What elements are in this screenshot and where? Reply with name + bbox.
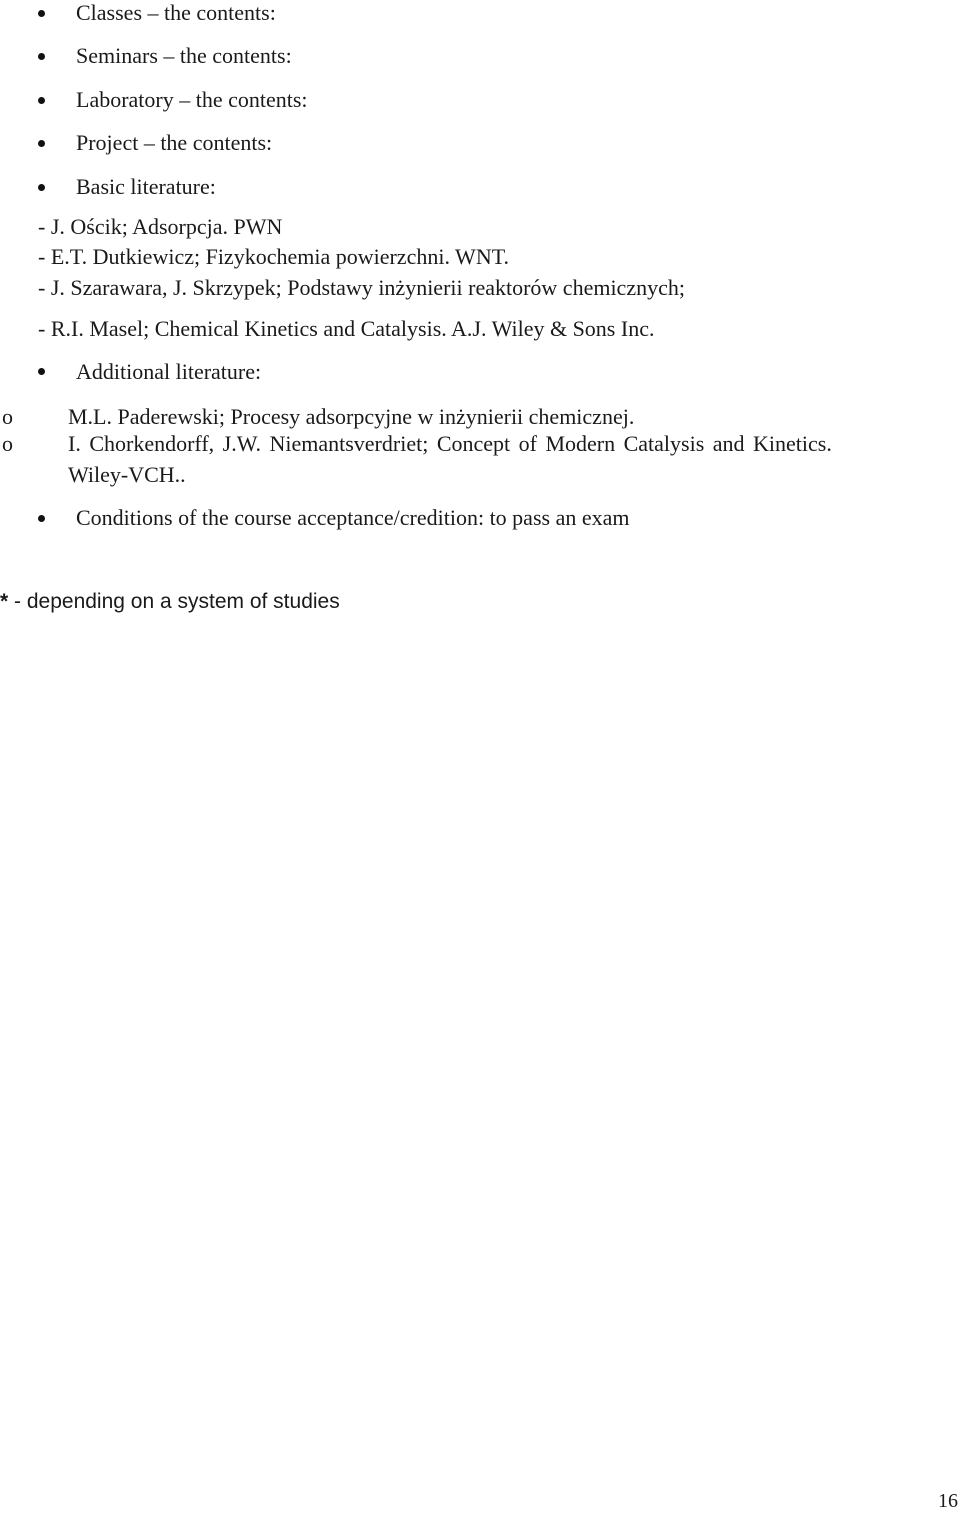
literature-entry-continuation: Wiley-VCH.. — [68, 462, 186, 487]
bullet-icon — [38, 97, 45, 104]
literature-entry: - J. Szarawara, J. Skrzypek; Podstawy inżynierii reaktorów chemicznych; — [38, 275, 685, 300]
circle-bullet-icon: o — [2, 431, 13, 456]
footnote — [0, 589, 340, 615]
footnote-text: - depending on a system of studies — [8, 590, 340, 613]
bullet-icon — [38, 184, 45, 191]
bullet-icon — [38, 368, 45, 375]
literature-entry: - R.I. Masel; Chemical Kinetics and Catalysis. A.J. Wiley & Sons Inc. — [38, 316, 655, 341]
bullet-icon — [38, 10, 45, 17]
bullet-icon — [38, 515, 45, 522]
circle-bullet-icon: o — [2, 404, 13, 429]
literature-entry: M.L. Paderewski; Procesy adsorpcyjne w inżynierii chemicznej. — [68, 404, 635, 429]
literature-entry: - J. Ościk; Adsorpcja. PWN — [38, 214, 283, 239]
footnote-star: * — [0, 590, 9, 613]
list-item: Classes – the contents: — [76, 0, 276, 25]
course-conditions: Conditions of the course acceptance/credition: to pass an exam — [76, 505, 630, 530]
additional-literature-heading: Additional literature: — [76, 359, 262, 384]
literature-entry: - E.T. Dutkiewicz; Fizykochemia powierzchni. WNT. — [38, 244, 510, 269]
bullet-icon — [38, 53, 45, 60]
list-item: Basic literature: — [76, 174, 216, 199]
literature-entry: I. Chorkendorff, J.W. Niemantsverdriet; Concept of Modern Catalysis and Kinetics. — [68, 431, 832, 456]
list-item: Seminars – the contents: — [76, 43, 292, 68]
list-item: Laboratory – the contents: — [76, 87, 308, 112]
bullet-icon — [38, 140, 45, 147]
list-item: Project – the contents: — [76, 130, 273, 155]
page-number: 16 — [938, 1490, 958, 1512]
